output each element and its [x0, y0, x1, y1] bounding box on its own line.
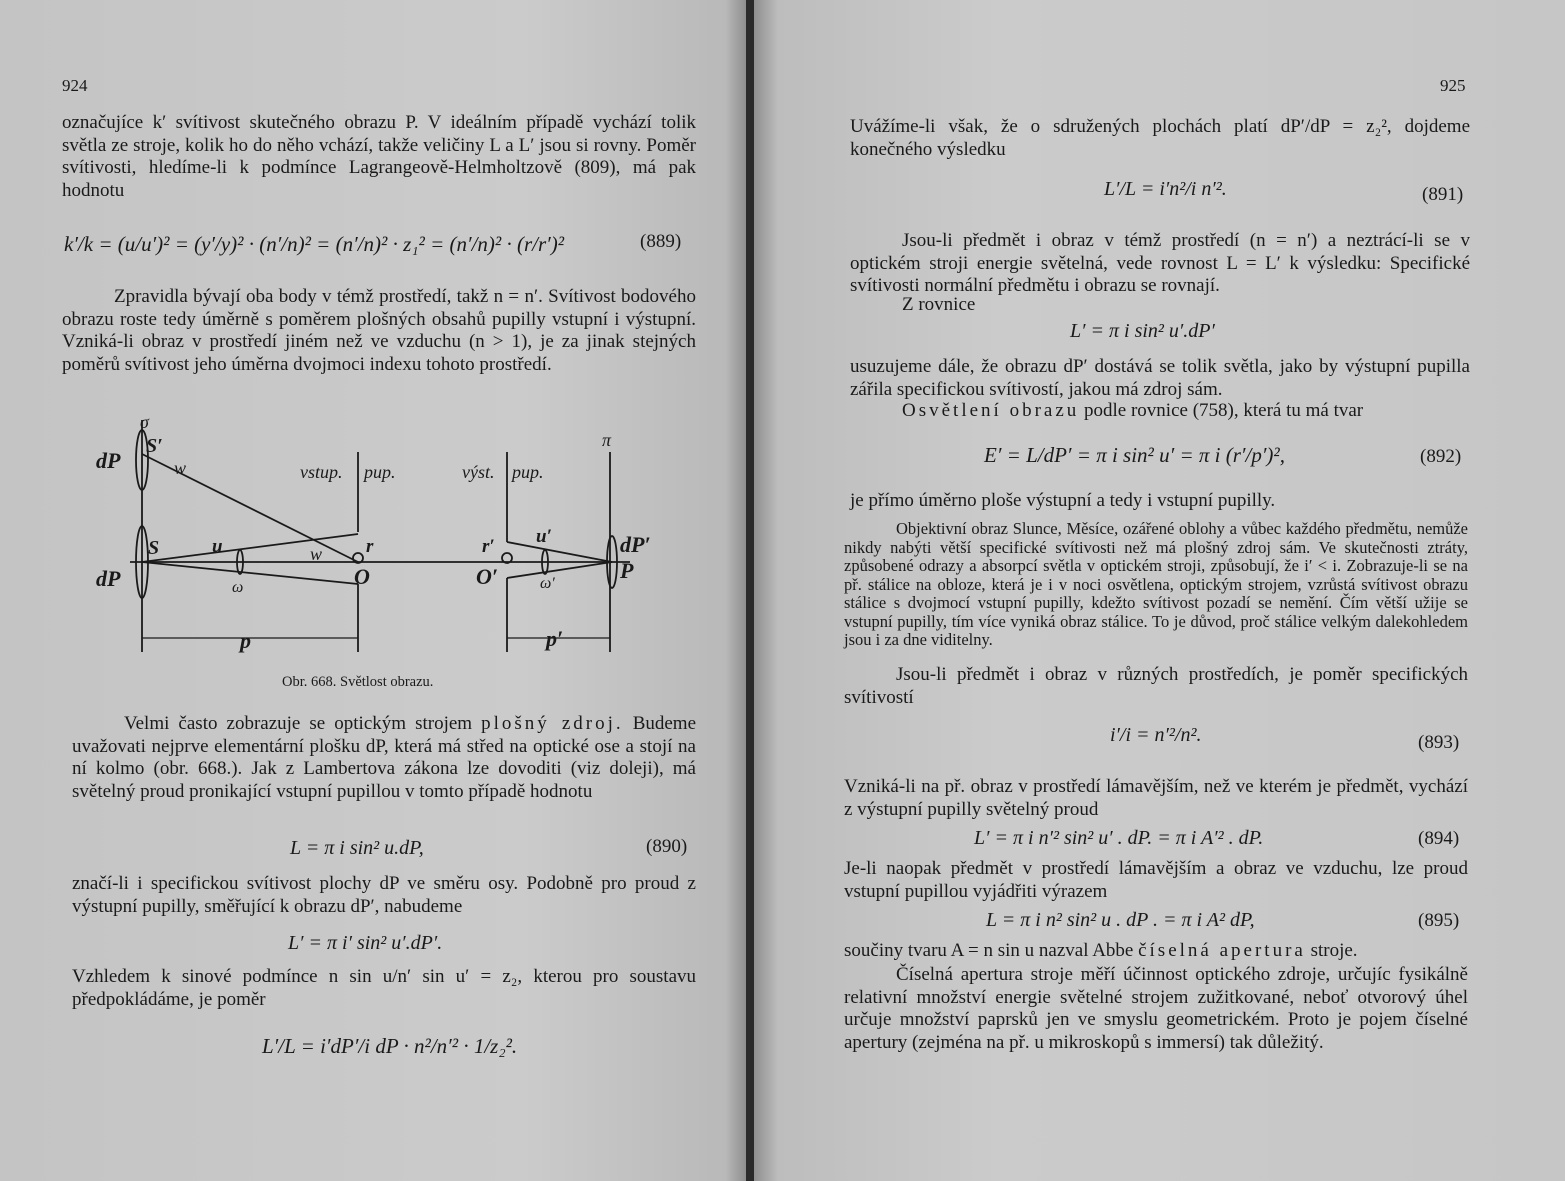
equation-895: L = π i n² sin² u . dP . = π i A² dP, — [986, 909, 1255, 931]
label-w-mid: w — [310, 544, 323, 564]
right-paragraph-6: je přímo úměrno ploše výstupní a tedy i vstupní pupilly. — [850, 490, 1276, 511]
label-pup-1: pup. — [364, 462, 396, 482]
right-small-paragraph: Objektivní obraz Slunce, Měsíce, ozářené oblohy a vůbec každého předmětu, nemůže nikdy nabýti větší specifické svítivosti než má plošný zdroj sám. Ve skutečnosti ztráty, způsobené odrazy a absorpcí světla v optickém stroji, způsobují, že i′ < i. Zobrazuje-li se na př. stálice na obloze, která je i v noci osvětlena, optickým strojem, vzrůstá svítivost obrazu stálice s dvojmocí vstupní pupilly, kdežto svítivost pozadí se nemění. Čím větší užije se vstupní pupilly, tím více vyniká obraz stálice. To je důvod, proč stálice velkým dalekohledem jsou i za dne viditelny. — [844, 519, 1468, 649]
left-paragraph-3-start: Velmi často zobrazuje se optickým strojem — [124, 713, 473, 734]
right-paragraph-8: Vzniká-li na př. obraz v prostředí lámavějším, než ve kterém je předmět, vychází z výstupní pupilly světelný proud — [844, 776, 1468, 820]
page-number-right: 925 — [1440, 76, 1466, 95]
ray-upper-exit — [507, 542, 612, 562]
left-paragraph-4: značí-li i specifickou svítivost plochy dP ve směru osy. Podobně pro proud z výstupní pupilly, směřující k obrazu dP′, nabudeme — [72, 873, 696, 917]
right-paragraph-10 — [844, 940, 1468, 963]
label-sigma: σ — [140, 412, 149, 432]
equation-L-prime-2: L′ = π i sin² u′.dP′ — [1070, 320, 1215, 342]
equation-891-number: (891) — [1422, 184, 1464, 205]
figure-caption: Obr. 668. Světlost obrazu. — [282, 674, 434, 690]
label-r-prime: r′ — [482, 536, 495, 557]
label-omega-prime: ω′ — [540, 575, 555, 592]
left-paragraph-3-spaced: plošný zdroj. — [481, 713, 624, 734]
label-u: u — [212, 536, 223, 557]
left-paragraph-5: Vzhledem k sinové podmínce n sin u/n′ sin u′ = z₂, kterou pro soustavu předpokládáme, je poměr — [72, 966, 696, 1010]
label-vstup: vstup. — [300, 462, 343, 482]
label-u-prime: u′ — [536, 526, 552, 547]
label-w-top: w — [174, 458, 187, 478]
ray-lower-exit — [507, 562, 612, 578]
ray-upper-entrance — [142, 534, 358, 562]
right-paragraph-1: Uvážíme-li však, že o sdružených plochách platí dP′/dP = z₂², dojdeme konečného výsledku — [850, 116, 1470, 160]
label-S: S — [148, 537, 160, 559]
label-p-prime: p′ — [546, 626, 564, 651]
label-dP-prime: dP′ — [620, 532, 651, 557]
right-paragraph-5-spaced: Osvětlení obrazu — [902, 400, 1080, 421]
label-pup-2: pup. — [512, 462, 544, 482]
left-paragraph-2: Zpravidla bývají oba body v témž prostředí, takž n = n′. Svítivost bodového obrazu roste tedy úměrně s poměrem plošných obsahů pupilly vstupní i výstupní. Vzniká-li obraz v prostředí jiném než ve vzduchu (n > 1), je za jinak stejných poměrů svítivost jeho úměrna dvojmoci indexu tohoto prostředí. — [62, 286, 696, 375]
label-O: O — [354, 564, 370, 589]
equation-893: i′/i = n′²/n². — [1110, 724, 1202, 746]
ray-lower-entrance — [142, 562, 358, 584]
left-paragraph-3-end: Budeme uvažovati nejprve elementární plošku dP, která má střed na optické ose a stojí na ní kolmo (obr. 668.). Jak z Lambertova zákona lze dovoditi (viz doleji), má světelný proud pronikající vstupní pupillou v tomto případě hodnotu — [72, 713, 697, 802]
right-paragraph-7: Jsou-li předmět i obraz v různých prostředích, je poměr specifických svítivostí — [844, 664, 1468, 708]
left-page — [0, 0, 748, 1181]
equation-892: E′ = L/dP′ = π i sin² u′ = π i (r′/p′)², — [984, 443, 1285, 467]
equation-895-number: (895) — [1418, 910, 1460, 931]
label-dP-top: dP — [96, 448, 121, 473]
equation-889: k′/k = (u/u′)² = (y′/y)² · (n′/n)² = (n′/n)² · z₁² = (n′/n)² · (r/r′)² — [64, 232, 565, 256]
label-r: r — [366, 536, 374, 557]
right-paragraph-10-start: součiny tvaru A = n sin u nazval Abbe — [844, 940, 1134, 961]
right-paragraph-10-end: stroje. — [1310, 940, 1358, 961]
equation-892-number: (892) — [1420, 446, 1462, 467]
equation-889-number: (889) — [640, 231, 682, 252]
right-paragraph-11: Číselná apertura stroje měří účinnost optického zdroje, určujíc fysikálně relativní množství energie světelné strojem zužitkované, neboť otvorový úhel určuje množství paprsků jen ve smyslu geometrickém. Proto je pojem číselné apertury (zejména na př. u mikroskopů s immersí) tak důležitý. — [844, 964, 1468, 1053]
label-vyst: výst. — [462, 462, 495, 482]
label-dP-bottom: dP — [96, 566, 121, 591]
equation-893-number: (893) — [1418, 732, 1460, 753]
right-paragraph-9: Je-li naopak předmět v prostředí lámavějším a obraz ve vzduchu, lze proud vstupní pupillou vyjádřiti výrazem — [844, 858, 1468, 902]
right-paragraph-5-rest: podle rovnice (758), která tu má tvar — [1084, 400, 1364, 421]
label-p: p — [240, 628, 251, 653]
left-paragraph-1: označujíce k′ svítivost skutečného obrazu P. V ideálním případě vychází tolik světla ze stroje, kolik ho do něho vchází, takže veličiny L a L′ jsou si rovny. Poměr svítivosti, hledíme-li k podmínce Lagrangeově-Helmholtzově (809), má pak hodnotu — [62, 112, 696, 201]
right-paragraph-3: Z rovnice — [902, 294, 976, 315]
label-pi: π — [602, 430, 612, 450]
equation-890: L = π i sin² u.dP, — [290, 837, 424, 859]
left-paragraph-3 — [72, 713, 696, 803]
label-P: P — [620, 558, 634, 583]
label-omega: ω — [232, 579, 244, 596]
page-number-left: 924 — [62, 76, 88, 95]
label-S-prime: S′ — [146, 435, 163, 457]
equation-890-number: (890) — [646, 836, 688, 857]
right-paragraph-10-spaced: číselná apertura — [1138, 940, 1306, 961]
right-paragraph-2: Jsou-li předmět i obraz v témž prostředí (n = n′) a neztrácí-li se v optickém stroji energie světelná, vede rovnost L = L′ k výsledku: Specifické svítivosti normální předmětu i obrazu se rovnají. — [850, 230, 1470, 296]
equation-894-number: (894) — [1418, 828, 1460, 849]
label-O-prime: O′ — [476, 564, 499, 589]
equation-L-prime: L′ = π i′ sin² u′.dP′. — [288, 932, 443, 954]
equation-ratio: L′/L = i′dP′/i dP · n²/n′² · 1/z₂². — [262, 1034, 518, 1058]
right-page — [754, 0, 1565, 1181]
equation-894: L′ = π i n′² sin² u′ . dP. = π i A′² . dP. — [974, 827, 1264, 849]
right-paragraph-5 — [850, 400, 1470, 423]
equation-891: L′/L = i′n²/i n′². — [1104, 178, 1227, 200]
figure-668 — [90, 412, 690, 672]
right-paragraph-4: usuzujeme dále, že obrazu dP′ dostává se tolik světla, jako by výstupní pupilla zářila specifickou svítivostí, jakou má zdroj sám. — [850, 356, 1470, 400]
